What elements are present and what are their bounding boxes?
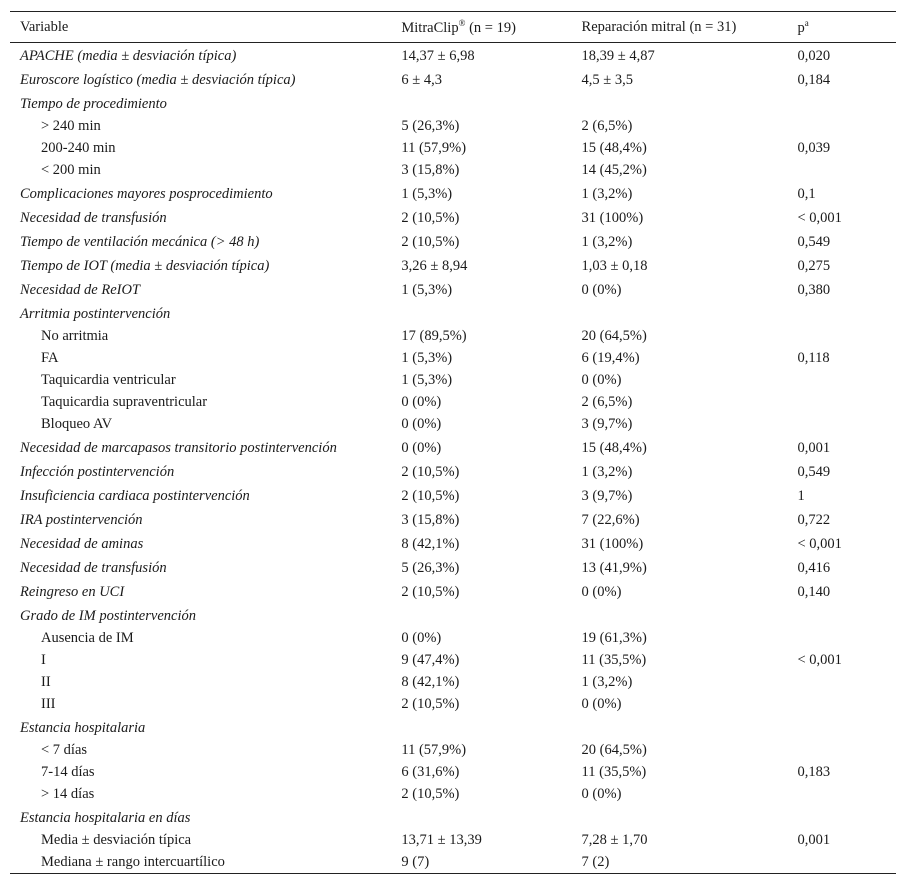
table-row (10, 805, 896, 829)
table-row (10, 435, 896, 459)
cell-reparacion: 1 (3,2%) (581, 674, 633, 690)
cell-variable: No arritmia (41, 328, 109, 344)
cell-reparacion: 2 (6,5%) (581, 118, 633, 134)
cell-p-value (788, 413, 897, 435)
cell-variable: Taquicardia ventricular (41, 372, 176, 388)
cell-mitraclip: 2 (10,5%) (401, 584, 460, 600)
cell-mitraclip (391, 715, 571, 739)
cell-mitraclip: 8 (42,1%) (401, 536, 460, 552)
cell-p-value: 0,183 (797, 764, 831, 780)
cell-p-value (788, 627, 897, 649)
cell-mitraclip: 2 (10,5%) (401, 786, 460, 802)
cell-variable: > 14 días (41, 786, 95, 802)
cell-p-value: 0,001 (797, 832, 831, 848)
cell-p-value: < 0,001 (797, 536, 842, 552)
cell-reparacion: 18,39 ± 4,87 (581, 48, 655, 64)
table-row (10, 761, 896, 783)
cell-mitraclip: 2 (10,5%) (401, 234, 460, 250)
cell-mitraclip: 3,26 ± 8,94 (401, 258, 468, 274)
cell-reparacion: 7 (22,6%) (581, 512, 640, 528)
cell-p-value: 0,140 (797, 584, 831, 600)
cell-variable: Arritmia postintervención (20, 306, 171, 322)
table-row (10, 137, 896, 159)
cell-reparacion (572, 715, 788, 739)
cell-variable: Necesidad de aminas (20, 536, 144, 552)
cell-variable: Bloqueo AV (41, 416, 113, 432)
cell-reparacion: 0 (0%) (581, 372, 622, 388)
cell-variable: Ausencia de IM (41, 630, 134, 646)
cell-reparacion: 0 (0%) (581, 282, 622, 298)
table-row (10, 649, 896, 671)
cell-reparacion: 15 (48,4%) (581, 440, 647, 456)
cell-mitraclip (391, 91, 571, 115)
table-row (10, 205, 896, 229)
table-row (10, 413, 896, 435)
cell-reparacion: 6 (19,4%) (581, 350, 640, 366)
table-row (10, 325, 896, 347)
cell-p-value: 0,184 (797, 72, 831, 88)
cell-variable: Estancia hospitalaria en días (20, 810, 191, 826)
table-row (10, 181, 896, 205)
cell-mitraclip (391, 301, 571, 325)
cell-mitraclip: 13,71 ± 13,39 (401, 832, 482, 848)
cell-variable: Taquicardia supraventricular (41, 394, 208, 410)
table-row (10, 115, 896, 137)
cell-mitraclip: 0 (0%) (401, 440, 442, 456)
cell-mitraclip: 0 (0%) (401, 416, 442, 432)
cell-p-value: 0,1 (797, 186, 816, 202)
cell-mitraclip: 11 (57,9%) (401, 140, 467, 156)
table-row (10, 851, 896, 874)
cell-reparacion (572, 805, 788, 829)
cell-p-value (788, 391, 897, 413)
cell-mitraclip: 2 (10,5%) (401, 210, 460, 226)
header-p-sup: a (804, 17, 809, 28)
cell-variable: < 200 min (41, 162, 101, 178)
cell-reparacion: 1,03 ± 0,18 (581, 258, 648, 274)
cell-variable: Grado de IM postintervención (20, 608, 196, 624)
cell-p-value: < 0,001 (797, 652, 842, 668)
table-row (10, 483, 896, 507)
cell-p-value (788, 783, 897, 805)
cell-p-value: 0,001 (797, 440, 831, 456)
table-row (10, 829, 896, 851)
cell-mitraclip: 8 (42,1%) (401, 674, 460, 690)
table-row (10, 531, 896, 555)
cell-reparacion: 7,28 ± 1,70 (581, 832, 648, 848)
cell-variable: Euroscore logístico (media ± desviación típica) (20, 72, 296, 88)
cell-variable: Complicaciones mayores posprocedimiento (20, 186, 273, 202)
cell-mitraclip: 17 (89,5%) (401, 328, 467, 344)
header-variable: Variable (10, 12, 391, 43)
cell-variable: < 7 días (41, 742, 88, 758)
cell-reparacion (572, 301, 788, 325)
header-mitraclip (391, 12, 571, 43)
cell-variable: 7-14 días (41, 764, 95, 780)
cell-reparacion: 11 (35,5%) (581, 652, 647, 668)
cell-mitraclip: 5 (26,3%) (401, 560, 460, 576)
cell-mitraclip: 2 (10,5%) (401, 488, 460, 504)
cell-variable: > 240 min (41, 118, 101, 134)
table-row (10, 507, 896, 531)
table-row (10, 555, 896, 579)
cell-p-value (788, 671, 897, 693)
cell-p-value: 0,549 (797, 464, 831, 480)
cell-variable: Tiempo de ventilación mecánica (> 48 h) (20, 234, 260, 250)
cell-reparacion: 11 (35,5%) (581, 764, 647, 780)
cell-p-value: 0,039 (797, 140, 831, 156)
cell-variable: Tiempo de IOT (media ± desviación típica) (20, 258, 270, 274)
cell-mitraclip: 0 (0%) (401, 394, 442, 410)
table-row (10, 391, 896, 413)
header-reparacion: Reparación mitral (n = 31) (572, 12, 788, 43)
cell-variable: Necesidad de ReIOT (20, 282, 140, 298)
cell-reparacion (572, 603, 788, 627)
cell-mitraclip: 11 (57,9%) (401, 742, 467, 758)
cell-reparacion: 7 (2) (572, 851, 788, 874)
header-p-label: p (797, 19, 805, 36)
cell-mitraclip: 3 (15,8%) (401, 512, 460, 528)
cell-reparacion: 31 (100%) (581, 536, 644, 552)
cell-reparacion: 20 (64,5%) (581, 328, 647, 344)
cell-p-value: 0,549 (797, 234, 831, 250)
table-row (10, 603, 896, 627)
cell-reparacion: 19 (61,3%) (581, 630, 647, 646)
table-row (10, 579, 896, 603)
cell-variable: FA (41, 350, 59, 366)
cell-reparacion: 0 (0%) (581, 584, 622, 600)
cell-reparacion: 13 (41,9%) (581, 560, 647, 576)
cell-variable: 200-240 min (41, 140, 116, 156)
cell-mitraclip: 2 (10,5%) (401, 696, 460, 712)
cell-reparacion: 1 (3,2%) (581, 464, 633, 480)
cell-variable: Necesidad de transfusión (20, 560, 167, 576)
cell-mitraclip: 9 (7) (391, 851, 571, 874)
table-row (10, 91, 896, 115)
cell-reparacion: 3 (9,7%) (581, 416, 633, 432)
table-row (10, 459, 896, 483)
cell-variable: Mediana ± rango intercuartílico (10, 851, 391, 874)
cell-p-value (788, 115, 897, 137)
header-mitraclip-name: MitraClip (401, 19, 459, 36)
cell-variable: Estancia hospitalaria (20, 720, 146, 736)
table-row (10, 347, 896, 369)
cell-p-value: 0,380 (797, 282, 831, 298)
cell-p-value: 0,722 (797, 512, 831, 528)
header-p (788, 12, 897, 43)
table-row (10, 43, 896, 68)
table-row (10, 277, 896, 301)
table-row (10, 229, 896, 253)
cell-mitraclip: 2 (10,5%) (401, 464, 460, 480)
header-mitraclip-n: (n = 19) (465, 19, 516, 36)
cell-mitraclip: 0 (0%) (401, 630, 442, 646)
table-row (10, 715, 896, 739)
cell-p-value (788, 159, 897, 181)
table-row (10, 783, 896, 805)
cell-variable: Necesidad de marcapasos transitorio postintervención (20, 440, 337, 456)
cell-p-value: 0,020 (797, 48, 831, 64)
table-row (10, 253, 896, 277)
cell-variable: Media ± desviación típica (41, 832, 192, 848)
cell-reparacion: 15 (48,4%) (581, 140, 647, 156)
cell-reparacion: 14 (45,2%) (581, 162, 647, 178)
table-row (10, 671, 896, 693)
cell-reparacion: 0 (0%) (581, 696, 622, 712)
cell-reparacion: 4,5 ± 3,5 (581, 72, 634, 88)
results-table (10, 11, 896, 874)
table-row (10, 301, 896, 325)
cell-mitraclip: 14,37 ± 6,98 (401, 48, 475, 64)
cell-reparacion: 31 (100%) (581, 210, 644, 226)
cell-reparacion: 0 (0%) (581, 786, 622, 802)
table-row (10, 739, 896, 761)
header-mitraclip-sup: ® (458, 17, 466, 28)
cell-mitraclip: 3 (15,8%) (401, 162, 460, 178)
cell-variable: Tiempo de procedimiento (20, 96, 167, 112)
cell-variable: Infección postintervención (20, 464, 175, 480)
cell-variable: Necesidad de transfusión (20, 210, 167, 226)
header-row (10, 12, 896, 43)
cell-p-value: < 0,001 (797, 210, 842, 226)
table-row (10, 369, 896, 391)
cell-p-value (788, 603, 897, 627)
cell-p-value: 0,416 (797, 560, 831, 576)
cell-reparacion: 20 (64,5%) (581, 742, 647, 758)
cell-mitraclip: 1 (5,3%) (401, 350, 453, 366)
cell-variable: III (41, 696, 56, 712)
cell-reparacion: 1 (3,2%) (581, 186, 633, 202)
cell-p-value (788, 369, 897, 391)
cell-mitraclip: 1 (5,3%) (401, 372, 453, 388)
cell-p-value: 0,275 (797, 258, 831, 274)
cell-mitraclip: 9 (47,4%) (401, 652, 460, 668)
cell-reparacion: 1 (3,2%) (581, 234, 633, 250)
cell-mitraclip: 6 ± 4,3 (401, 72, 442, 88)
cell-p-value (788, 805, 897, 829)
cell-p-value (788, 693, 897, 715)
cell-variable: IRA postintervención (20, 512, 143, 528)
cell-mitraclip: 1 (5,3%) (401, 186, 453, 202)
cell-variable: I (41, 652, 46, 668)
cell-reparacion: 2 (6,5%) (581, 394, 633, 410)
cell-p-value (788, 715, 897, 739)
cell-mitraclip: 5 (26,3%) (401, 118, 460, 134)
table-row (10, 159, 896, 181)
table-body (10, 43, 896, 874)
results-table-container (10, 11, 896, 874)
cell-p-value: 0,118 (797, 350, 830, 366)
cell-mitraclip: 6 (31,6%) (401, 764, 460, 780)
cell-p-value (788, 851, 897, 874)
cell-p-value: 1 (797, 488, 805, 504)
cell-mitraclip: 1 (5,3%) (401, 282, 453, 298)
cell-variable: II (41, 674, 51, 690)
cell-p-value (788, 91, 897, 115)
cell-mitraclip (391, 603, 571, 627)
table-header (10, 12, 896, 43)
table-row (10, 693, 896, 715)
cell-p-value (788, 301, 897, 325)
cell-p-value (788, 325, 897, 347)
cell-variable: Reingreso en UCI (20, 584, 125, 600)
cell-mitraclip (391, 805, 571, 829)
cell-variable: Insuficiencia cardiaca postintervención (20, 488, 250, 504)
cell-reparacion: 3 (9,7%) (581, 488, 633, 504)
cell-variable: APACHE (media ± desviación típica) (20, 48, 237, 64)
table-row (10, 627, 896, 649)
table-row (10, 67, 896, 91)
cell-p-value (788, 739, 897, 761)
cell-reparacion (572, 91, 788, 115)
